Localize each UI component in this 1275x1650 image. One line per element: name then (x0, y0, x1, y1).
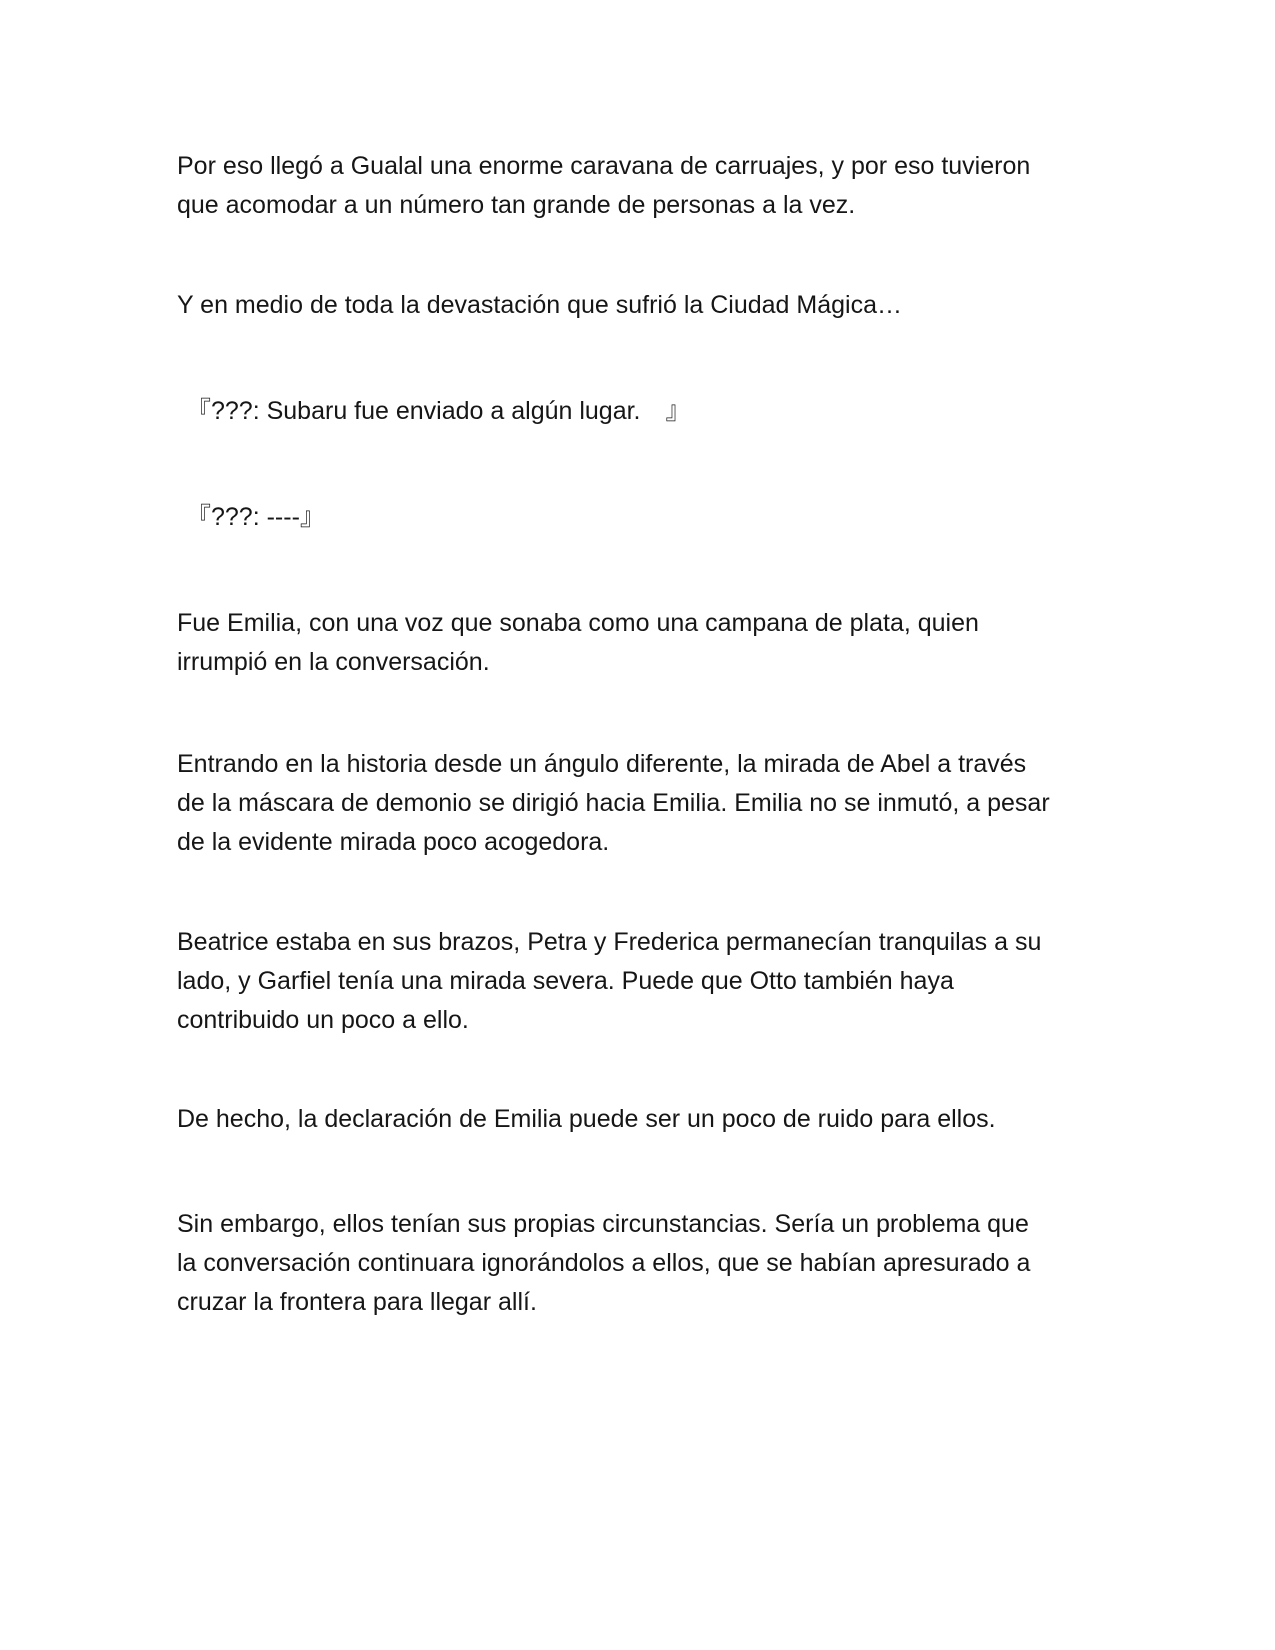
dialogue-line (186, 392, 1126, 431)
paragraph (177, 604, 1117, 682)
text-line: que acomodar a un número tan grande de personas a la vez. (177, 191, 856, 219)
text-line: lado, y Garfiel tenía una mirada severa. Puede que Otto también haya (177, 967, 954, 995)
text-line: De hecho, la declaración de Emilia puede ser un poco de ruido para ellos. (177, 1105, 996, 1133)
text-line: Y en medio de toda la devastación que sufrió la Ciudad Mágica… (177, 291, 902, 319)
paragraph (177, 923, 1117, 1040)
paragraph (177, 286, 1117, 325)
text-line: Por eso llegó a Gualal una enorme caravana de carruajes, y por eso tuvieron (177, 152, 1031, 180)
text-line: de la evidente mirada poco acogedora. (177, 828, 610, 856)
text-line: de la máscara de demonio se dirigió hacia Emilia. Emilia no se inmutó, a pesar (177, 789, 1050, 817)
text-line: Fue Emilia, con una voz que sonaba como una campana de plata, quien (177, 609, 979, 637)
paragraph (177, 1100, 1117, 1139)
paragraph (177, 745, 1117, 862)
paragraph (177, 1205, 1117, 1322)
text-line: Sin embargo, ellos tenían sus propias circunstancias. Sería un problema que (177, 1210, 1029, 1238)
text-line: contribuido un poco a ello. (177, 1006, 469, 1034)
text-line: Entrando en la historia desde un ángulo diferente, la mirada de Abel a través (177, 750, 1027, 778)
text-line: irrumpió en la conversación. (177, 648, 490, 676)
text-line: 『???: Subaru fue enviado a algún lugar. 』 (186, 397, 691, 425)
text-line: Beatrice estaba en sus brazos, Petra y Frederica permanecían tranquilas a su (177, 928, 1042, 956)
paragraph (177, 147, 1117, 225)
text-line: la conversación continuara ignorándolos a ellos, que se habían apresurado a (177, 1249, 1031, 1277)
text-line: cruzar la frontera para llegar allí. (177, 1288, 537, 1316)
text-line: 『???: ----』 (186, 503, 325, 531)
dialogue-line (186, 498, 1126, 537)
